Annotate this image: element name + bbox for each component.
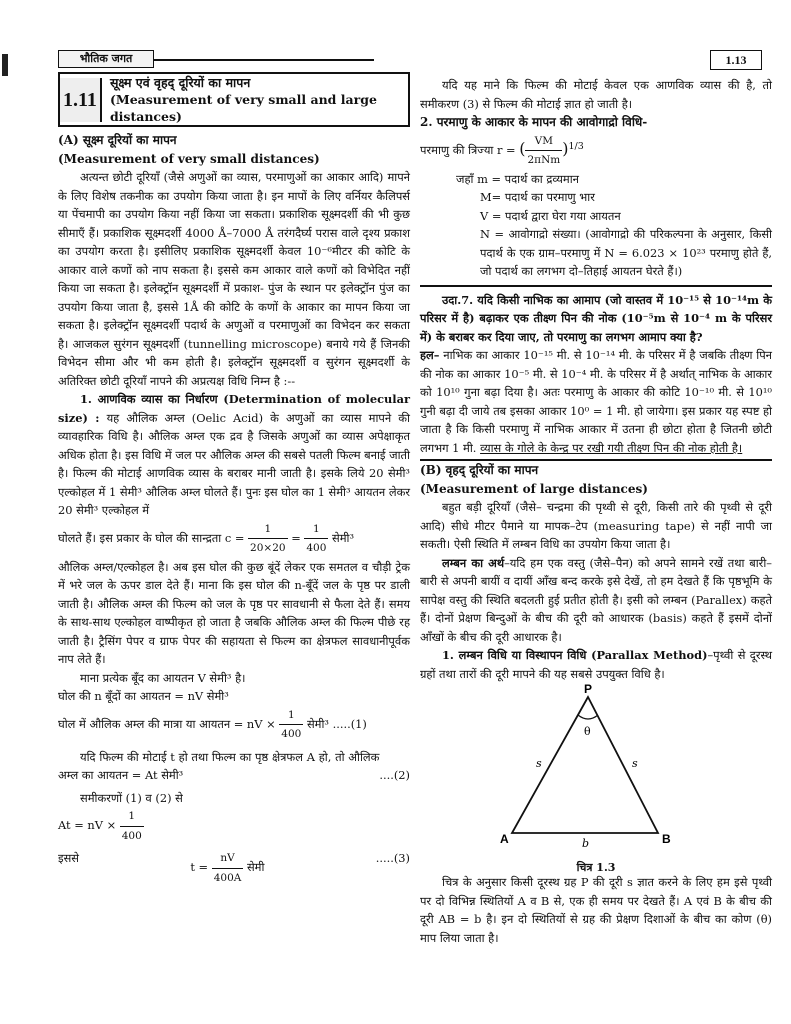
intro-paragraph: अत्यन्त छोटी दूरियाँ (जैसे अणुओं का व्यास, परमाणुओं का आकार आदि) मापने के लिए विशेष तकनीक का उपयोग किया जाता है। इन मापों के लिए वर्नियर कैलिपर्स या पेंचमापी का उपयोग किया नहीं किया जा सकता। प्रकाशिक सूक्ष्मदर्शी की भी कुछ सीमाएँ हैं। प्रकाशिक सूक्ष्मदर्शी 4000 Å–7000 Å तरंगदैर्घ्य परास वाले दृश्य प्रकाश का उपयोग करता है। इसीलिए प्रकाशिक सूक्ष्मदर्शी केवल 10⁻⁶मीटर की कोटि के आकार वाले कणों को नाप सकता है। इससे कम आकार वाले कणों को विभेदित नहीं किया जा सकता है। इलेक्ट्रॉन सूक्ष्मदर्शी में प्रकाश- पुंज के स्थान पर इलेक्ट्रॉन पुंज का उपयोग किया जाता है, इससे 1Å की कोटि के कणों के आकार का मापन किया जा सकता है। इलेक्ट्रॉन सूक्ष्मदर्शी पदार्थ के अणुओं व परमाणुओं का विभेदन कर सकता है। आजकल सुरंगन सूक्ष्मदर्शी (tunnelling microscope) बनाये गये हैं जिनकी विभेदन सीमा और भी कम होती है। इलेक्ट्रॉन सूक्ष्मदर्शी व सुरंगन सूक्ष्मदर्शी के अतिरिक्त छोटी दूरियाँ नापने की अप्रत्यक्ष विधि निम्न है :-- [58,170,410,388]
acid-volume-line [58,706,410,744]
theta-arc [578,715,598,719]
avogadro-equation: परमाणु की त्रिज्या r = ( $\frac{VM}{\text{2πNm}}$ )$^{1/3}$ [420,132,772,170]
method-1-title: 1. आणविक व्यास का निर्धारण (Determination of molecular size) : [58,392,410,425]
label-theta: θ [584,725,591,738]
where-M: M= पदार्थ का परमाणु भार [480,190,595,204]
fraction-1-den: 20×20 [250,542,286,554]
parallax-explanation: चित्र के अनुसार किसी दूरस्थ ग्रह P की दूरी s ज्ञात करने के लिए हम इसे पृथ्वी पर दो विभिन्न स्थितियों A व B से, एक ही समय पर देखते हैं। A एवं B के बीच की दूरी AB = b है। इन दो स्थितियों से ग्रह की प्रेक्षण दिशाओं के बीच का कोण (θ) माप लिया जाता है। [420,875,772,945]
fraction-1-num: 1 [248,520,288,540]
concentration-line [58,520,410,558]
parallax-triangle [420,683,772,853]
equation-2-line [58,748,410,785]
fraction-5 [212,849,244,887]
fraction-4 [120,807,144,845]
molecular-size-paragraph [58,390,410,520]
solution-text: नाभिक का आकार 10⁻¹⁵ मी. से 10⁻¹⁴ मी. के परिसर में है जबकि तीक्ष्ण पिन की नोक का आकार 10⁻⁵ मी. से 10⁻⁴ मी. के परिसर में है अर्थात् नाभिक के आकार को 10¹⁰ गुना बढ़ा दिया है। अतः परमाणु के आकार की कोटि 10⁻¹⁰ मी. से 10¹⁰ गुनी बढ़ा दी जाये तब इसका आकार 10⁰ = 1 मी. हो जायेगा। इस प्रकार यह स्पष्ट हो जाता है कि किसी परमाणु में नाभिक आकार में उतना ही छोटा होता है जितनी छोटी लगभग 1 मी. [420,348,772,455]
radius-fraction [525,132,562,170]
hence-label: इससे [58,851,79,865]
concentration-unit: सेमी³ [332,530,355,545]
right-column [420,76,772,947]
method-3-text: –पृथ्वी से दूरस्थ ग्रहों तथा तारों की दूरी मापने की यह सबसे उपयुक्त विधि है। [420,648,772,681]
example-7 [420,285,772,458]
parallax-method-paragraph [420,646,772,683]
fraction-2-num: 1 [304,520,328,540]
radius-label: परमाणु की त्रिज्या r = [420,142,516,157]
section-title [102,74,408,125]
label-P: P [584,683,593,696]
equation-3-line [58,849,410,887]
fraction-3-den: 400 [281,728,302,740]
method-2-title: 2. परमाणु के आकार के मापन की आवोगाद्रो विधि- [420,115,648,129]
equation-3-ref: .....(3) [375,851,410,865]
t-unit: सेमी [246,860,265,874]
where-list [420,170,772,281]
parallax-figure [420,683,772,873]
label-b: b [582,837,590,850]
section-heading [58,72,410,127]
concentration-label: घोलते हैं। इस प्रकार के घोल की सान्द्रता c = [58,530,245,545]
example-solution [420,346,772,457]
fraction-3 [279,706,303,744]
method-3-title: 1. लम्बन विधि या विस्थापन विधि (Parallax Method) [442,648,708,662]
chapter-tag: भौतिक जगत [58,50,154,68]
t-equation [190,849,264,887]
t-equation-lead: t = [190,860,209,874]
subsection-b-hindi: (B) वृहद् दूरियों का मापन [420,463,539,477]
parallax-meaning-text: –यदि हम एक वस्तु (जैसे–पैन) को अपने सामने रखें तथा बारी–बारी से अपनी बायीं व दायीं आँख बन्द करके इसे देखें, तो हम देखते हैं कि पृष्ठभूमि के सापेक्ष वस्तु की स्थिति बदलती हुई प्रतीत होती है। इसी को लम्बन (Parallex) कहते हैं। दोनों प्रेक्षण बिन्दुओं के बीच की दूरी को आधारक (basis) कहते हैं इसमें दोनों आँखों के बीच की दूरी आधारक है। [420,555,772,644]
radius-fraction-num: VM [525,132,562,152]
label-s-right: s [632,757,638,770]
fraction-3-num: 1 [279,706,303,726]
header-rule [154,59,374,61]
radius-fraction-den: 2πNm [527,154,561,166]
subsection-b-english: (Measurement of large distances) [420,481,648,496]
from-equations-line: समीकरणों (1) व (2) से [80,790,183,805]
parallax-meaning-paragraph [420,554,772,647]
where-m: जहाँ m = पदार्थ का द्रव्यमान [456,171,579,186]
example-question: उदा.7. यदि किसी नाभिक का आमाप (जो वास्तव में 10⁻¹⁵ से 10⁻¹⁴m के परिसर में है) बढ़ाकर एक तीक्ष्ण पिन की नोक (10⁻⁵m से 10⁻⁴ m के परिसर में) के बराबर कर दिया जाए, तो परमाणु का लगभग आमाप क्या है? [420,292,772,344]
acid-volume-label: घोल में औलिक अम्ल की मात्रा या आयतन = nV × [58,716,276,731]
at-equation [58,807,410,845]
equation-2-text: यदि फिल्म की मोटाई t हो तथा फिल्म का पृष्ठ क्षेत्रफल A हो, तो औलिक अम्ल का आयतन = At सेमी³ [58,749,380,782]
drop-volume-line: माना प्रत्येक बूँद का आयतन V सेमी³ है। [80,670,246,685]
section-title-hindi: सूक्ष्म एवं वृहद् दूरियों का मापन [109,75,251,90]
fraction-4-den: 400 [121,829,142,842]
fraction-4-num: 1 [120,807,144,827]
fraction-1 [248,520,288,558]
label-s-left: s [536,757,542,770]
equation-1-ref: सेमी³ .....(1) [306,716,367,731]
page-number: 1.13 [710,50,762,70]
figure-caption: चित्र 1.3 [576,860,616,874]
left-column [58,72,410,891]
subsection-a-english: (Measurement of very small distances) [58,151,320,166]
method-1-text: यह औलिक अम्ल (Oelic Acid) के अणुओं का व्यास मापने की व्यावहारिक विधि है। औलिक अम्ल एक द्रव है जिसके अणुओं का व्यास अपेक्षाकृत अधिक होता है। इस विधि में जल पर औलिक अम्ल की सबसे पतली फिल्म बनाई जाती है। फिल्म की मोटाई आणविक व्यास के बराबर मानी जाती है। इसके लिये 20 सेमी³ एल्कोहल में 1 सेमी³ औलिक अम्ल घोलते हैं। पुनः इस घोल का 1 सेमी³ आयतन लेकर 20 सेमी³ एल्कोहल में [58,410,410,517]
film-paragraph: औलिक अम्ल/एल्कोहल है। अब इस घोल की कुछ बूंदें लेकर एक समतल व चौड़ी ट्रेक में भरे जल के ऊपर डाल देते हैं। माना कि इस घोल की n-बूँदें जल के पृष्ठ पर डाली जाती है। औलिक अम्ल की फिल्म को जल के पृष्ठ पर सावधानी से फैला देते हैं। समय के साथ-साथ एल्कोहल वाष्पीकृत हो जाता है जबकि औलिक अम्ल की फिल्म पीछे रह जाती है। ट्रैसिंग पेपर व ग्राफ पेपर की सहायता से फिल्म का क्षेत्रफल सावधानीपूर्वक नाप लेते हैं। [58,559,410,666]
label-B: B [662,832,671,846]
fraction-5-den: 400A [213,871,242,884]
margin-mark [2,54,8,76]
where-N: N = आवोगाद्रो संख्या। (आवोगाद्रो की परिकल्पना के अनुसार, किसी पदार्थ के एक ग्राम–परमाणु में N = 6.023 × 10²³ परमाणु होते हैं, जो पदार्थ का लगभग दो–तिहाई आयतन घेरते हैं।) [480,227,772,278]
subsection-a-hindi: (A) सूक्ष्म दूरियों का मापन [58,133,177,147]
fraction-2 [304,520,328,558]
section-number: 1.11 [60,78,102,122]
large-distance-paragraph: बहुत बड़ी दूरियाँ (जैसे– चन्द्रमा की पृथ्वी से दूरी, किसी तारे की पृथ्वी से दूरी आदि) सीधे मीटर पैमाने या मापक–टेप (measuring tape) से नहीं नापी जा सकती। ऐसी स्थिति में लम्बन विधि का उपयोग किया जाता है। [420,500,772,551]
label-A: A [500,832,509,846]
section-title-english: (Measurement of very small and large distances) [109,92,377,124]
fraction-2-den: 400 [306,542,327,554]
at-equation-lead: At = nV × [58,818,117,832]
where-V: V = पदार्थ द्वारा घेरा गया आयतन [480,208,621,223]
n-drops-volume-line: घोल की n बूँदों का आयतन = nV सेमी³ [58,689,229,703]
solution-label: हल– [420,348,440,362]
film-thickness-paragraph: यदि यह माने कि फिल्म की मोटाई केवल एक आणविक व्यास की है, तो समीकरण (3) से फिल्म की मोटाई ज्ञात हो जाती है। [420,78,772,111]
page-header [58,50,770,70]
fraction-5-num: nV [212,849,244,869]
parallax-meaning-label: लम्बन का अर्थ [442,555,505,570]
solution-conclusion: व्यास के गोले के केन्द्र पर रखी गयी तीक्ष्ण पिन की नोक होती है। [480,440,743,455]
equation-2-ref: ....(2) [379,768,410,782]
radius-exponent: 1/3 [568,140,584,152]
equals-sign: = [291,530,301,545]
